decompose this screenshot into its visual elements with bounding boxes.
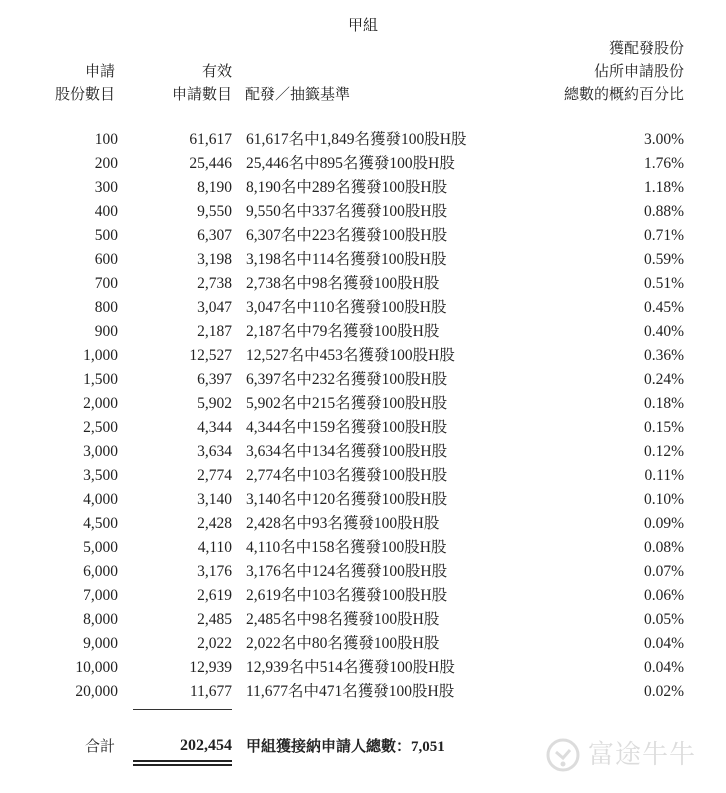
cell-allotment-percentage: 3.00% [643, 131, 684, 148]
cell-shares-applied: 4,000 [83, 491, 118, 508]
table-row [0, 584, 726, 608]
table-row [0, 512, 726, 536]
header-allotment-percentage [480, 37, 684, 106]
cell-valid-applications: 2,187 [197, 323, 232, 340]
table-row [0, 608, 726, 632]
sum-rule-bottom [133, 760, 232, 766]
cell-valid-applications: 9,550 [197, 203, 232, 220]
total-value: 202,454 [180, 737, 232, 754]
cell-allotment-percentage: 1.18% [643, 179, 684, 196]
cell-shares-applied: 400 [94, 203, 118, 220]
cell-shares-applied: 2,500 [83, 419, 118, 436]
table-row [0, 440, 726, 464]
cell-valid-applications: 2,485 [197, 611, 232, 628]
cell-valid-applications: 3,198 [197, 251, 232, 268]
cell-shares-applied: 10,000 [75, 659, 118, 676]
cell-valid-applications: 12,527 [189, 347, 232, 364]
table-row [0, 416, 726, 440]
table-row [0, 128, 726, 152]
sum-rule-top [133, 709, 232, 710]
table-row [0, 200, 726, 224]
cell-allotment-basis: 3,140名中120名獲發100股H股 [246, 491, 448, 508]
cell-shares-applied: 100 [94, 131, 118, 148]
cell-shares-applied: 20,000 [75, 683, 118, 700]
table-row [0, 152, 726, 176]
total-note-value: 7,051 [411, 739, 445, 755]
cell-shares-applied: 8,000 [83, 611, 118, 628]
table-row [0, 464, 726, 488]
header-line: 總數的概約百分比 [563, 85, 684, 103]
table-row [0, 632, 726, 656]
header-line: 獲配發股份 [608, 39, 684, 57]
cell-valid-applications: 2,738 [197, 275, 232, 292]
cell-valid-applications: 6,397 [197, 371, 232, 388]
cell-valid-applications: 6,307 [197, 227, 232, 244]
header-allotment-basis: 配發／抽籤基準 [245, 85, 351, 103]
futu-logo-icon [546, 738, 580, 772]
table-row [0, 488, 726, 512]
cell-shares-applied: 5,000 [83, 539, 118, 556]
cell-allotment-percentage: 0.06% [643, 587, 684, 604]
cell-allotment-basis: 5,902名中215名獲發100股H股 [246, 395, 448, 412]
cell-allotment-basis: 9,550名中337名獲發100股H股 [246, 203, 448, 220]
cell-shares-applied: 6,000 [83, 563, 118, 580]
cell-allotment-basis: 8,190名中289名獲發100股H股 [246, 179, 448, 196]
cell-allotment-basis: 2,428名中93名獲發100股H股 [246, 515, 440, 532]
cell-valid-applications: 2,428 [197, 515, 232, 532]
table-row [0, 680, 726, 704]
cell-valid-applications: 11,677 [189, 683, 232, 700]
header-valid-applications [140, 60, 232, 106]
cell-shares-applied: 600 [94, 251, 118, 268]
cell-allotment-basis: 4,344名中159名獲發100股H股 [246, 419, 448, 436]
cell-valid-applications: 2,022 [197, 635, 232, 652]
cell-shares-applied: 1,000 [83, 347, 118, 364]
cell-valid-applications: 3,140 [197, 491, 232, 508]
cell-valid-applications: 2,774 [197, 467, 232, 484]
table-row [0, 368, 726, 392]
table-row [0, 296, 726, 320]
cell-allotment-percentage: 0.36% [643, 347, 684, 364]
cell-shares-applied: 200 [94, 155, 118, 172]
cell-allotment-basis: 3,047名中110名獲發100股H股 [246, 299, 447, 316]
cell-shares-applied: 1,500 [83, 371, 118, 388]
cell-allotment-percentage: 0.10% [643, 491, 684, 508]
total-label: 合計 [84, 737, 115, 755]
header-line: 申請 [84, 62, 115, 80]
cell-shares-applied: 500 [94, 227, 118, 244]
cell-valid-applications: 5,902 [197, 395, 232, 412]
table-row [0, 344, 726, 368]
cell-allotment-basis: 3,198名中114名獲發100股H股 [246, 251, 447, 268]
cell-allotment-percentage: 0.88% [643, 203, 684, 220]
cell-shares-applied: 800 [94, 299, 118, 316]
watermark-text: 富途牛牛 [588, 740, 697, 770]
cell-allotment-basis: 61,617名中1,849名獲發100股H股 [246, 131, 467, 148]
cell-shares-applied: 700 [94, 275, 118, 292]
cell-allotment-percentage: 0.05% [643, 611, 684, 628]
cell-allotment-basis: 3,176名中124名獲發100股H股 [246, 563, 448, 580]
cell-valid-applications: 3,047 [197, 299, 232, 316]
cell-allotment-percentage: 0.04% [643, 635, 684, 652]
header-line: 佔所申請股份 [593, 62, 684, 80]
cell-valid-applications: 3,176 [197, 563, 232, 580]
cell-allotment-basis: 2,485名中98名獲發100股H股 [246, 611, 440, 628]
cell-allotment-percentage: 0.24% [643, 371, 684, 388]
cell-allotment-percentage: 0.15% [643, 419, 684, 436]
cell-allotment-basis: 3,634名中134名獲發100股H股 [246, 443, 448, 460]
cell-allotment-basis: 2,619名中103名獲發100股H股 [246, 587, 448, 604]
header-line: 申請數目 [171, 85, 232, 103]
cell-allotment-basis: 2,187名中79名獲發100股H股 [246, 323, 440, 340]
cell-allotment-percentage: 0.08% [643, 539, 684, 556]
group-title: 甲組 [347, 16, 378, 34]
cell-valid-applications: 12,939 [189, 659, 232, 676]
cell-shares-applied: 4,500 [83, 515, 118, 532]
cell-allotment-percentage: 0.07% [643, 563, 684, 580]
cell-allotment-percentage: 0.18% [643, 395, 684, 412]
header-line: 有效 [201, 62, 232, 80]
cell-valid-applications: 8,190 [197, 179, 232, 196]
table-row [0, 176, 726, 200]
watermark [546, 738, 716, 774]
cell-allotment-percentage: 0.12% [643, 443, 684, 460]
cell-valid-applications: 3,634 [197, 443, 232, 460]
cell-allotment-percentage: 0.51% [643, 275, 684, 292]
table-row [0, 248, 726, 272]
cell-allotment-basis: 2,022名中80名獲發100股H股 [246, 635, 440, 652]
table-row [0, 272, 726, 296]
cell-valid-applications: 61,617 [189, 131, 232, 148]
cell-allotment-basis: 25,446名中895名獲發100股H股 [246, 155, 455, 172]
cell-allotment-percentage: 0.40% [643, 323, 684, 340]
cell-allotment-basis: 6,307名中223名獲發100股H股 [246, 227, 448, 244]
cell-allotment-percentage: 0.09% [643, 515, 684, 532]
cell-shares-applied: 2,000 [83, 395, 118, 412]
cell-valid-applications: 25,446 [189, 155, 232, 172]
cell-shares-applied: 3,000 [83, 443, 118, 460]
cell-allotment-basis: 12,939名中514名獲發100股H股 [246, 659, 455, 676]
cell-valid-applications: 4,344 [197, 419, 232, 436]
cell-valid-applications: 2,619 [197, 587, 232, 604]
cell-valid-applications: 4,110 [197, 539, 232, 556]
cell-allotment-basis: 6,397名中232名獲發100股H股 [246, 371, 448, 388]
cell-shares-applied: 7,000 [83, 587, 118, 604]
total-note-label: 甲組獲接納申請人總數： [246, 737, 412, 755]
table-row [0, 560, 726, 584]
cell-allotment-percentage: 0.04% [643, 659, 684, 676]
cell-allotment-percentage: 0.11% [644, 467, 684, 484]
header-shares-applied [40, 60, 115, 106]
cell-shares-applied: 900 [94, 323, 118, 340]
cell-allotment-basis: 2,774名中103名獲發100股H股 [246, 467, 448, 484]
table-row [0, 536, 726, 560]
cell-shares-applied: 9,000 [83, 635, 118, 652]
cell-allotment-percentage: 0.45% [643, 299, 684, 316]
cell-allotment-percentage: 0.02% [643, 683, 684, 700]
table-row [0, 224, 726, 248]
cell-allotment-basis: 4,110名中158名獲發100股H股 [246, 539, 447, 556]
cell-allotment-percentage: 0.59% [643, 251, 684, 268]
table-row [0, 320, 726, 344]
table-row [0, 656, 726, 680]
cell-allotment-percentage: 0.71% [643, 227, 684, 244]
header-line: 股份數目 [54, 85, 115, 103]
cell-allotment-basis: 2,738名中98名獲發100股H股 [246, 275, 440, 292]
cell-shares-applied: 3,500 [83, 467, 118, 484]
total-note [246, 734, 445, 759]
cell-allotment-percentage: 1.76% [643, 155, 684, 172]
cell-allotment-basis: 12,527名中453名獲發100股H股 [246, 347, 455, 364]
allotment-table [0, 128, 726, 704]
cell-allotment-basis: 11,677名中471名獲發100股H股 [246, 683, 455, 700]
table-row [0, 392, 726, 416]
cell-shares-applied: 300 [94, 179, 118, 196]
